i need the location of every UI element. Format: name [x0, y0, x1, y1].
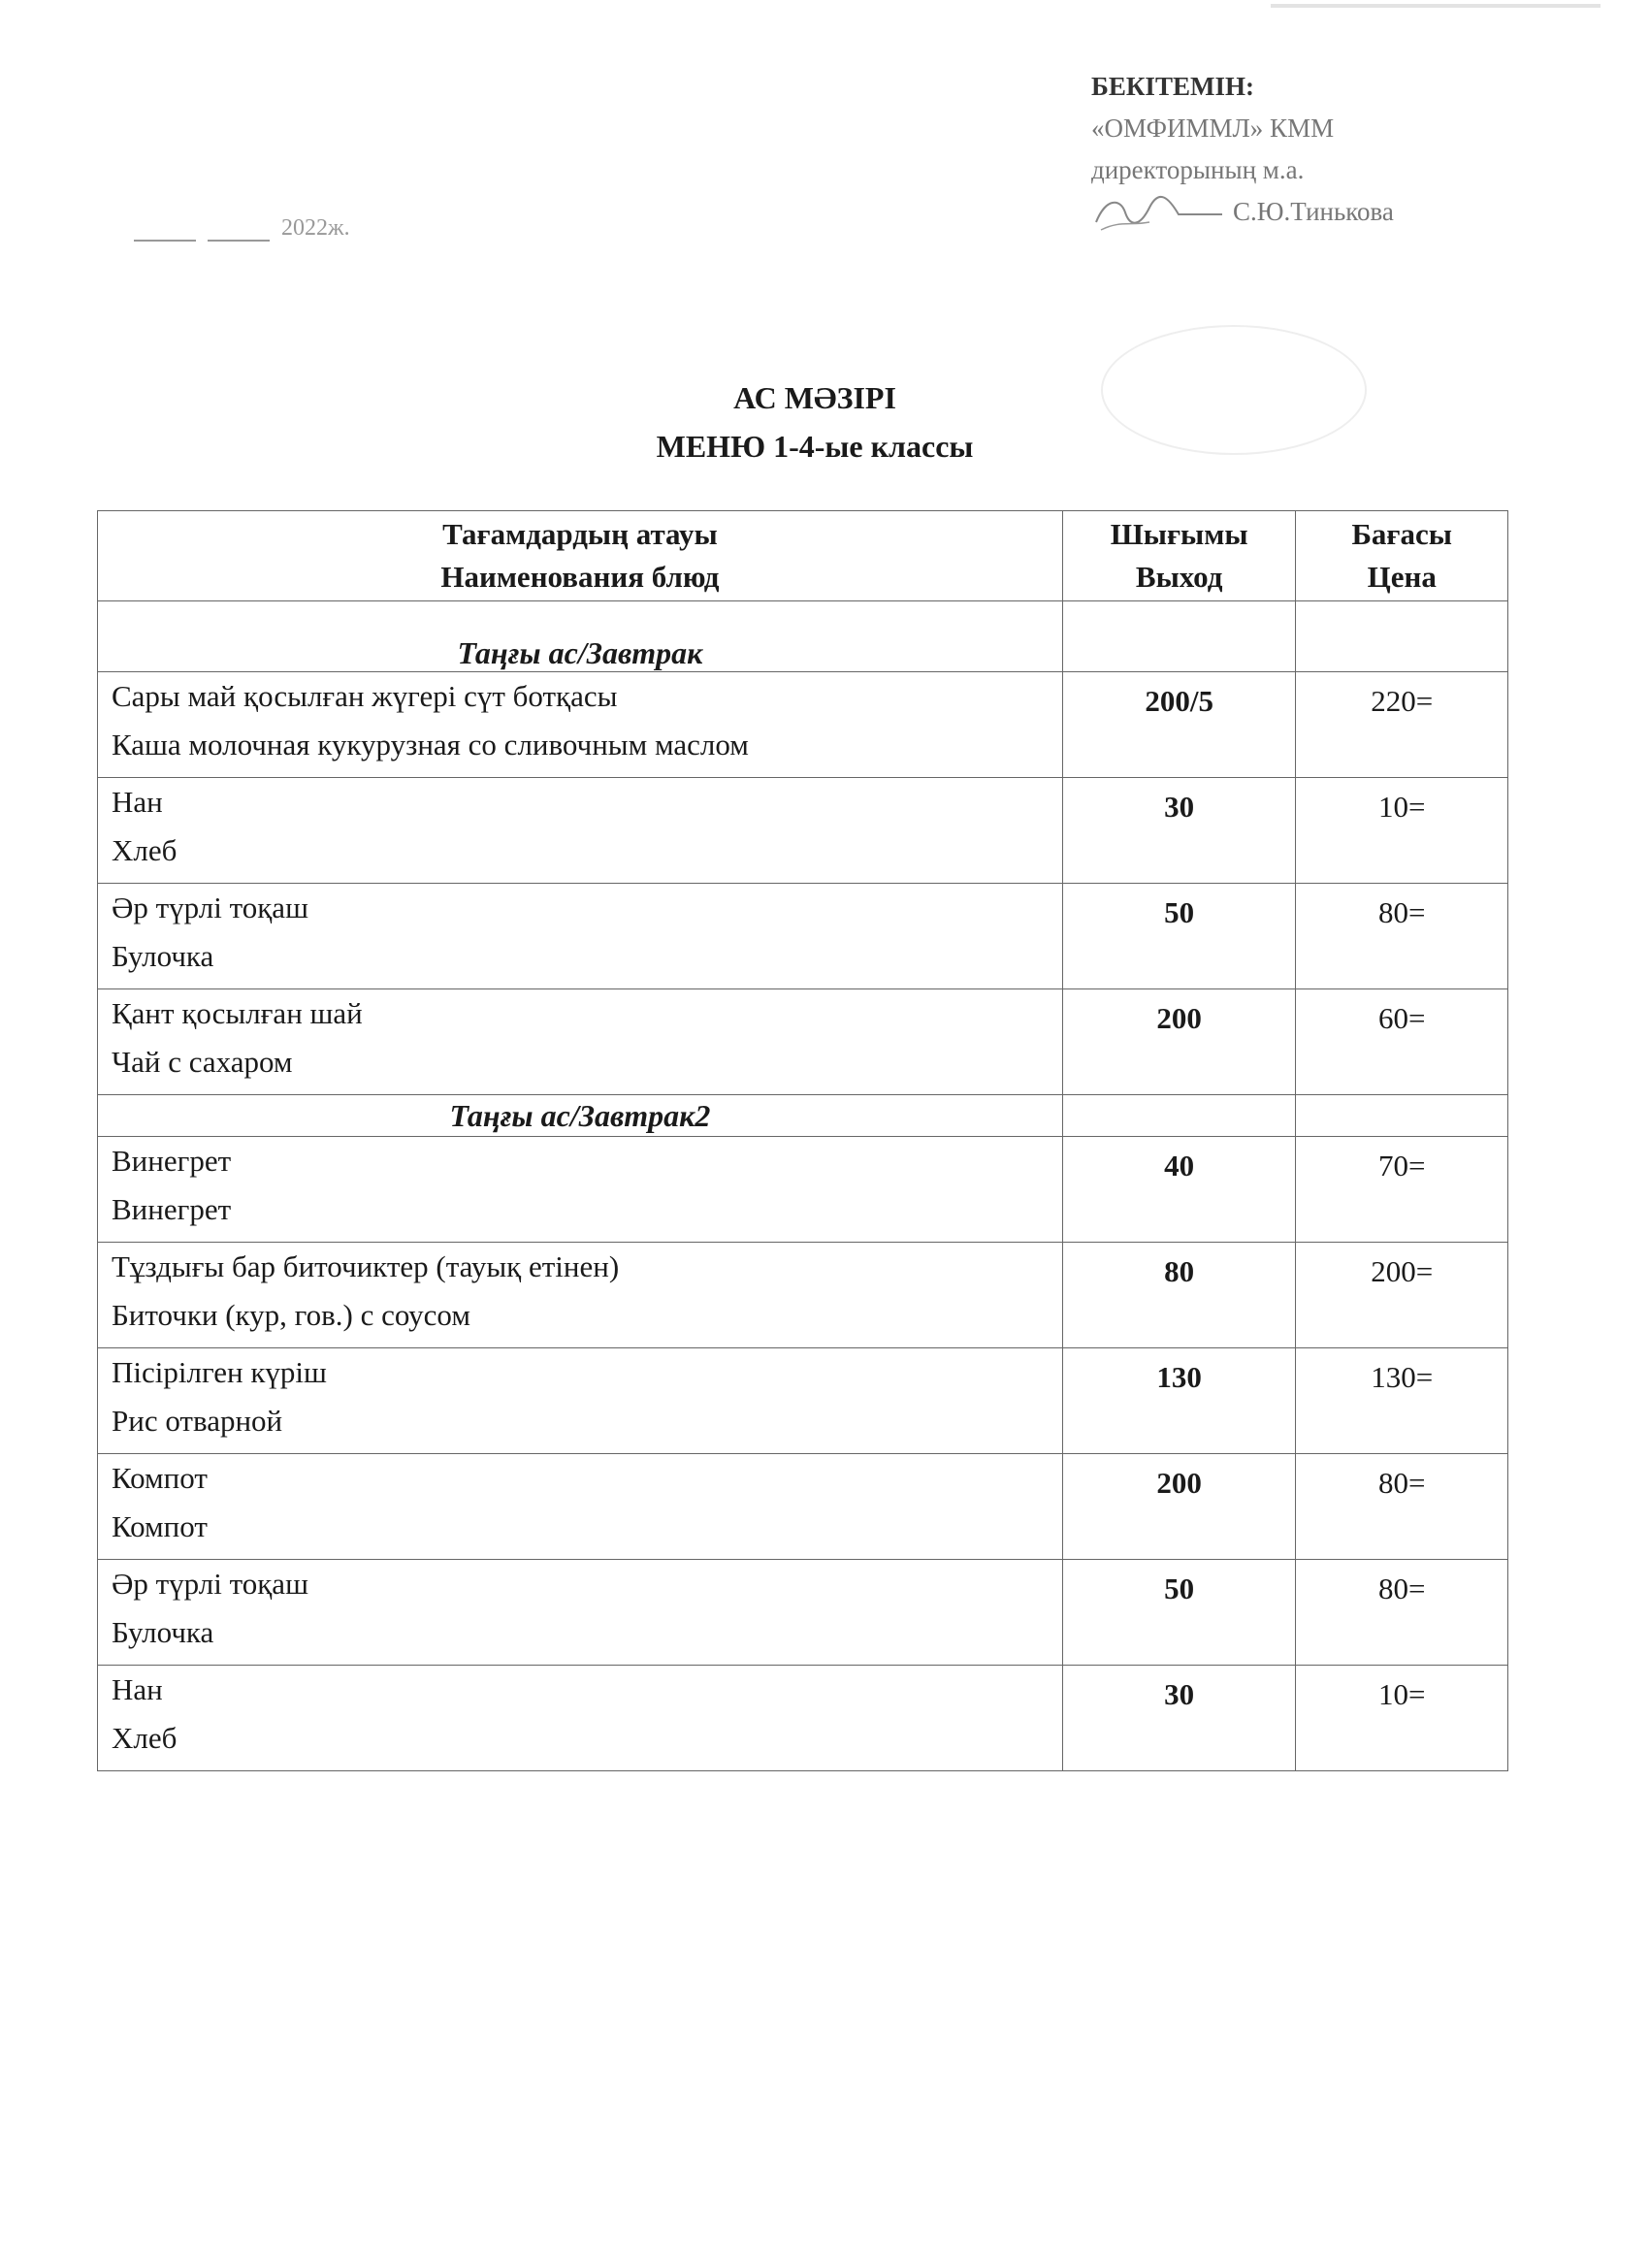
dish-name-cell: [98, 884, 1063, 989]
section-empty-cell: [1296, 601, 1508, 672]
table-row: [98, 778, 1508, 884]
dish-name-kz: Пісірілген күріш: [112, 1355, 327, 1389]
header-price: [1296, 511, 1508, 601]
header-name: [98, 511, 1063, 601]
date-year: 2022ж.: [281, 215, 350, 241]
title-line-ru: МЕНЮ 1-4-ые классы: [656, 429, 974, 464]
section-label: Таңғы ас/Завтрак: [98, 601, 1063, 672]
dish-price: 10=: [1296, 1666, 1508, 1771]
dish-name-ru: Винегрет: [112, 1192, 232, 1226]
dish-name-ru: Хлеб: [112, 833, 178, 867]
dish-output: 200: [1062, 989, 1296, 1095]
dish-price: 80=: [1296, 884, 1508, 989]
dish-price: 80=: [1296, 1454, 1508, 1560]
dish-name-cell: [98, 1137, 1063, 1243]
dish-name-ru: Каша молочная кукурузная со сливочным маслом: [112, 728, 749, 761]
dish-name-kz: Әр түрлі тоқаш: [112, 1567, 308, 1601]
table-row: [98, 1454, 1508, 1560]
menu-table: [97, 510, 1508, 1771]
dish-output: 200/5: [1062, 672, 1296, 778]
section-row-breakfast: [98, 601, 1508, 672]
dish-price: 10=: [1296, 778, 1508, 884]
table-row: [98, 1137, 1508, 1243]
table-row: [98, 672, 1508, 778]
dish-name-cell: [98, 989, 1063, 1095]
dish-price: 220=: [1296, 672, 1508, 778]
header-name-kz: Тағамдардың атауы: [442, 517, 718, 551]
header-price-kz: Бағасы: [1351, 517, 1452, 551]
dish-name-cell: [98, 1454, 1063, 1560]
section-empty-cell: [1062, 1095, 1296, 1137]
dish-output: 30: [1062, 1666, 1296, 1771]
dish-name-kz: Винегрет: [112, 1144, 232, 1178]
date-month-blank: [208, 220, 270, 242]
header-price-ru: Цена: [1367, 560, 1437, 594]
dish-name-kz: Тұздығы бар биточиктер (тауық етінен): [112, 1249, 620, 1283]
table-row: [98, 884, 1508, 989]
dish-name-kz: Сары май қосылған жүгері сүт ботқасы: [112, 679, 618, 713]
dish-output: 80: [1062, 1243, 1296, 1348]
dish-name-ru: Компот: [112, 1509, 208, 1543]
dish-output: 130: [1062, 1348, 1296, 1454]
signature-row: [1091, 191, 1394, 233]
dish-name-ru: Булочка: [112, 1615, 214, 1649]
approval-org: «ОМФИММЛ» КММ: [1091, 113, 1335, 143]
section-row-breakfast2: [98, 1095, 1508, 1137]
page-title: [0, 373, 1649, 470]
table-header-row: [98, 511, 1508, 601]
approval-block: [1091, 66, 1394, 233]
signature-icon: [1091, 193, 1227, 232]
approval-heading: БЕКІТЕМІН:: [1091, 72, 1254, 101]
approval-date: [134, 215, 350, 242]
scan-artifact-line: [1271, 4, 1600, 8]
dish-output: 50: [1062, 1560, 1296, 1666]
dish-name-kz: Компот: [112, 1461, 208, 1495]
dish-price: 130=: [1296, 1348, 1508, 1454]
dish-price: 70=: [1296, 1137, 1508, 1243]
table-row: [98, 1666, 1508, 1771]
section-empty-cell: [1296, 1095, 1508, 1137]
date-day-blank: [134, 220, 196, 242]
dish-name-cell: [98, 1348, 1063, 1454]
dish-name-kz: Қант қосылған шай: [112, 996, 363, 1030]
dish-name-cell: [98, 1666, 1063, 1771]
approval-signer: С.Ю.Тинькова: [1233, 197, 1394, 226]
dish-price: 60=: [1296, 989, 1508, 1095]
section-label: Таңғы ас/Завтрак2: [98, 1095, 1063, 1137]
dish-output: 200: [1062, 1454, 1296, 1560]
dish-name-ru: Булочка: [112, 939, 214, 973]
table-row: [98, 1243, 1508, 1348]
dish-name-ru: Биточки (кур, гов.) с соусом: [112, 1298, 470, 1332]
title-line-kz: АС МӘЗІРІ: [733, 380, 896, 415]
header-name-ru: Наименования блюд: [440, 560, 720, 594]
dish-name-ru: Чай с сахаром: [112, 1045, 293, 1079]
header-output-kz: Шығымы: [1110, 517, 1248, 551]
dish-output: 40: [1062, 1137, 1296, 1243]
section-empty-cell: [1062, 601, 1296, 672]
dish-output: 50: [1062, 884, 1296, 989]
dish-name-kz: Нан: [112, 785, 163, 819]
dish-name-cell: [98, 1243, 1063, 1348]
dish-name-ru: Рис отварной: [112, 1404, 283, 1438]
dish-name-cell: [98, 1560, 1063, 1666]
dish-price: 200=: [1296, 1243, 1508, 1348]
dish-name-cell: [98, 778, 1063, 884]
table-row: [98, 1560, 1508, 1666]
dish-output: 30: [1062, 778, 1296, 884]
table-row: [98, 989, 1508, 1095]
dish-name-ru: Хлеб: [112, 1721, 178, 1755]
dish-name-kz: Нан: [112, 1672, 163, 1706]
approval-role: директорының м.а.: [1091, 155, 1305, 184]
dish-name-kz: Әр түрлі тоқаш: [112, 891, 308, 924]
header-output: [1062, 511, 1296, 601]
header-output-ru: Выход: [1135, 560, 1223, 594]
dish-name-cell: [98, 672, 1063, 778]
dish-price: 80=: [1296, 1560, 1508, 1666]
table-row: [98, 1348, 1508, 1454]
